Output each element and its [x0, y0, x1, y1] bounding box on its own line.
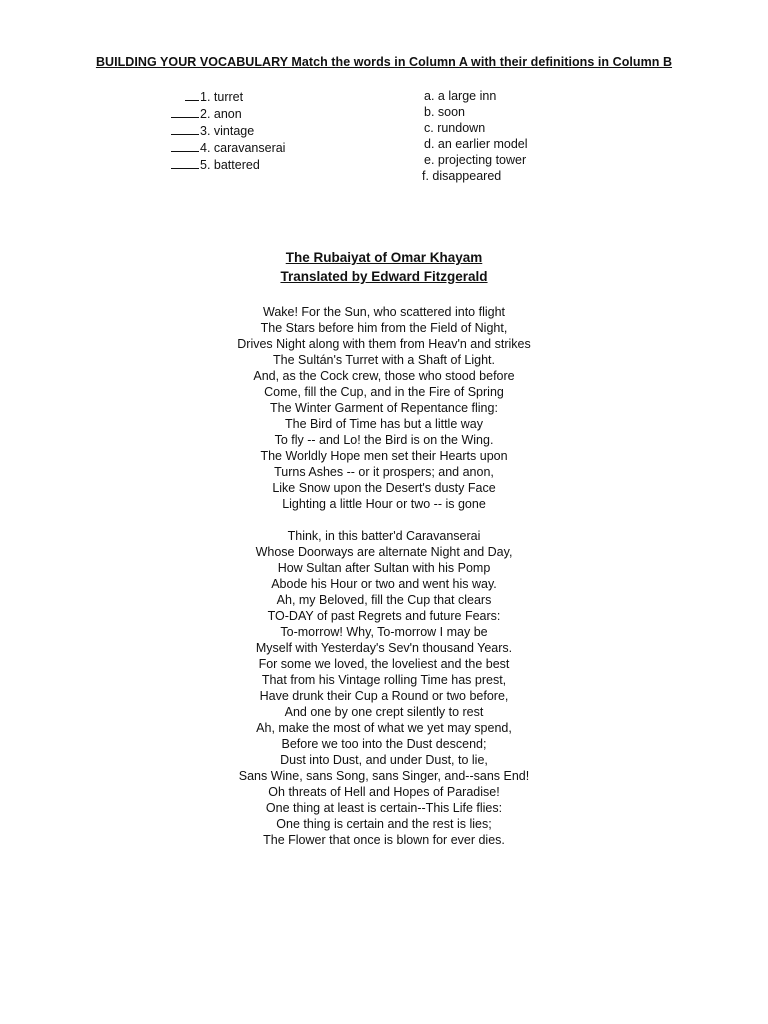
poem-line: Ah, make the most of what we yet may spend, [256, 721, 512, 735]
poem-line: And, as the Cock crew, those who stood before [253, 369, 515, 383]
poem-line: Turns Ashes -- or it prospers; and anon, [274, 465, 494, 479]
column-b [424, 88, 644, 184]
answer-blank[interactable] [171, 156, 199, 169]
poem-line: For some we loved, the loveliest and the best [258, 657, 510, 671]
column-a-word: 3. vintage [200, 124, 255, 138]
column-b-definition: a. a large inn [424, 89, 497, 103]
column-a-item [171, 156, 391, 173]
answer-blank[interactable] [171, 105, 199, 118]
poem-line: Myself with Yesterday's Sev'n thousand Years. [255, 641, 513, 655]
poem-line: One thing at least is certain--This Life flies: [265, 801, 503, 815]
poem-line: Wake! For the Sun, who scattered into flight [262, 305, 506, 319]
poem-line: One thing is certain and the rest is lies; [276, 817, 492, 831]
column-a-item [171, 105, 391, 122]
poem-line: Like Snow upon the Desert's dusty Face [272, 481, 496, 495]
column-a-item [171, 122, 391, 139]
poem-line: The Stars before him from the Field of Night, [260, 321, 508, 335]
poem-stanza-2 [0, 528, 768, 848]
poem-line: How Sultan after Sultan with his Pomp [277, 561, 491, 575]
vocabulary-heading: BUILDING YOUR VOCABULARY Match the words in Column A with their definitions in Column B [95, 55, 673, 69]
poem-line: Abode his Hour or two and went his way. [271, 577, 497, 591]
poem-line: Sans Wine, sans Song, sans Singer, and--sans End! [238, 769, 530, 783]
poem-line: Come, fill the Cup, and in the Fire of Spring [264, 385, 504, 399]
poem-line: Before we too into the Dust descend; [281, 737, 487, 751]
poem-translator: Translated by Edward Fitzgerald [280, 269, 488, 284]
poem-title: The Rubaiyat of Omar Khayam [285, 250, 483, 265]
poem-line: To-morrow! Why, To-morrow I may be [280, 625, 488, 639]
answer-blank[interactable] [171, 139, 199, 152]
poem-line: The Flower that once is blown for ever dies. [263, 833, 505, 847]
answer-blank[interactable] [185, 88, 199, 101]
column-a-item [171, 88, 391, 105]
poem-line: That from his Vintage rolling Time has prest, [261, 673, 507, 687]
column-a [171, 88, 391, 173]
column-a-item [171, 139, 391, 156]
column-b-definition: c. rundown [424, 121, 486, 135]
column-a-word: 2. anon [200, 107, 242, 121]
column-a-word: 5. battered [200, 158, 260, 172]
poem-stanza-1 [0, 304, 768, 512]
column-b-definition: e. projecting tower [424, 153, 527, 167]
column-b-definition: f. disappeared [422, 169, 502, 183]
poem-line: Ah, my Beloved, fill the Cup that clears [276, 593, 492, 607]
poem-line: The Bird of Time has but a little way [284, 417, 483, 431]
poem-line: The Winter Garment of Repentance fling: [270, 401, 498, 415]
poem-line: Whose Doorways are alternate Night and Day, [255, 545, 513, 559]
poem-title-block [0, 248, 768, 286]
poem-line: The Sultán's Turret with a Shaft of Light. [273, 353, 495, 367]
column-b-definition: b. soon [424, 105, 466, 119]
poem-line: Lighting a little Hour or two -- is gone [282, 497, 486, 511]
poem-line: Dust into Dust, and under Dust, to lie, [280, 753, 488, 767]
poem-line: To fly -- and Lo! the Bird is on the Wing. [274, 433, 494, 447]
poem-line: Think, in this batter'd Caravanserai [287, 529, 481, 543]
column-b-definition: d. an earlier model [424, 137, 528, 151]
poem-line: And one by one crept silently to rest [284, 705, 484, 719]
poem-line: TO-DAY of past Regrets and future Fears: [267, 609, 501, 623]
answer-blank[interactable] [171, 122, 199, 135]
column-a-word: 4. caravanserai [200, 141, 286, 155]
poem-line: The Worldly Hope men set their Hearts upon [260, 449, 508, 463]
poem-line: Have drunk their Cup a Round or two before, [259, 689, 509, 703]
poem-line: Drives Night along with them from Heav'n and strikes [237, 337, 531, 351]
poem-line: Oh threats of Hell and Hopes of Paradise! [268, 785, 500, 799]
column-a-word: 1. turret [200, 90, 244, 104]
